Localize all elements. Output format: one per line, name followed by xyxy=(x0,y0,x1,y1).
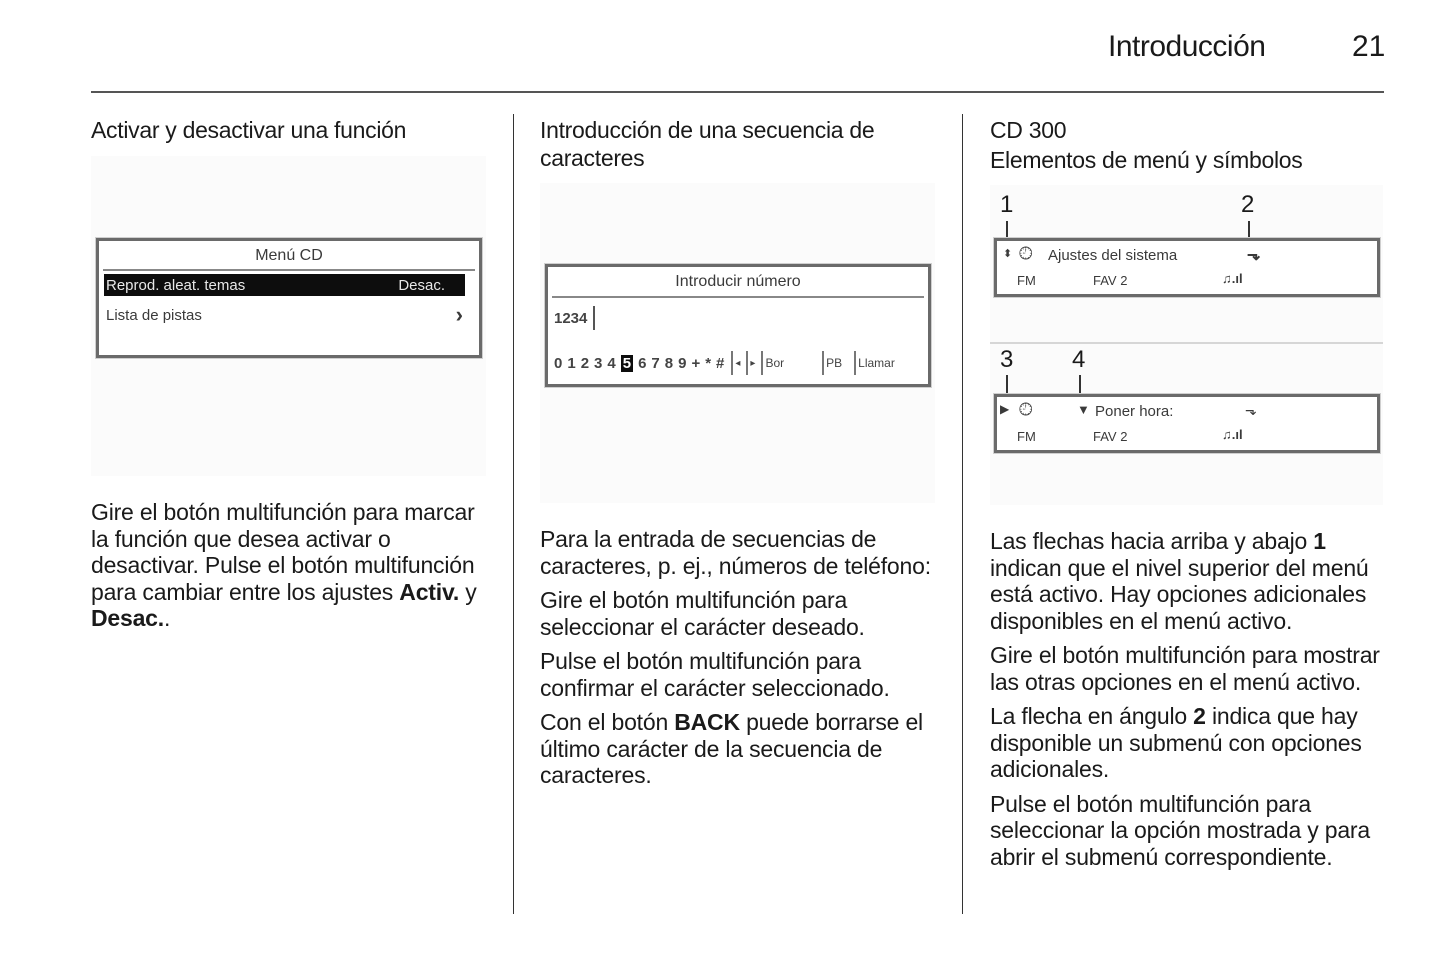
figure-divider xyxy=(990,342,1383,344)
menu-label: Poner hora: xyxy=(1095,403,1174,420)
menu-label: Ajustes del sistema xyxy=(1048,247,1178,264)
section-heading: Activar y desactivar una función xyxy=(91,117,407,143)
clock-icon: 🕘︎ xyxy=(1019,400,1033,419)
right-triangle-icon: ▶ xyxy=(1000,402,1010,416)
bold-term: 1 xyxy=(1313,528,1326,554)
column-divider xyxy=(513,114,514,914)
display-screen xyxy=(545,264,931,387)
figure-menu-symbols xyxy=(990,185,1383,505)
chevron-right-icon: › xyxy=(455,302,463,327)
music-signal-icon: ♫.ıl xyxy=(1222,427,1243,442)
page-number: 21 xyxy=(1352,30,1386,63)
text-caret xyxy=(593,306,595,330)
down-arrow-icon: ▼ xyxy=(1077,402,1090,417)
menu-row-value: Desac. xyxy=(398,277,445,294)
screen-title-divider xyxy=(103,269,475,271)
menu-row-selected[interactable] xyxy=(104,274,465,296)
call-button[interactable]: Llamar xyxy=(858,356,895,370)
column-divider xyxy=(962,114,963,914)
column-2 xyxy=(540,114,920,172)
menu-row[interactable] xyxy=(104,304,465,326)
key[interactable]: 4 xyxy=(607,354,616,372)
key[interactable]: # xyxy=(716,354,725,372)
paragraph: Para la entrada de secuencias de caracteres, p. ej., números de teléfono: xyxy=(540,526,931,579)
band-label: FM xyxy=(1017,429,1036,444)
band-label: FM xyxy=(1017,273,1036,288)
screen-title: Introducir número xyxy=(675,273,801,290)
paragraph: Las flechas hacia arriba y abajo 1 indican que el nivel superior del menú está activo. Hay opciones adicionales disponibles en el menú activo. xyxy=(990,528,1369,634)
entered-number[interactable]: 1234 xyxy=(554,310,588,327)
bold-term: Activ. xyxy=(399,578,460,605)
cursor-left-icon[interactable]: ◂ xyxy=(735,357,741,369)
separator xyxy=(761,351,763,375)
preset-label: FAV 2 xyxy=(1093,273,1128,288)
paragraph: Gire el botón multifunción para marcar la función que desea activar o desactivar. Pulse el botón multifunción para cambiar entre los ajustes Activ. y Desac.. xyxy=(91,499,477,631)
music-signal-icon: ♫.ıl xyxy=(1222,271,1243,286)
menu-row-label: Reprod. aleat. temas xyxy=(106,277,246,294)
figure-number-entry xyxy=(540,183,935,503)
key-selected[interactable]: 5 xyxy=(622,354,632,372)
section-heading: Introducción de una secuencia de caracteres xyxy=(540,117,875,171)
body-text xyxy=(91,499,491,640)
paragraph: La flecha en ángulo 2 indica que hay disponible un submenú con opciones adicionales. xyxy=(990,703,1362,782)
paragraph: Gire el botón multifunción para mostrar las otras opciones en el menú activo. xyxy=(990,642,1380,695)
up-down-arrow-icon: ⬍ xyxy=(1003,248,1013,260)
paragraph: Gire el botón multifunción para seleccionar el carácter deseado. xyxy=(540,587,865,640)
key[interactable]: 6 xyxy=(638,354,647,372)
callout-3: 3 xyxy=(1000,346,1014,373)
display-screen xyxy=(96,238,482,358)
key[interactable]: 9 xyxy=(678,354,687,372)
screen-title: Menú CD xyxy=(255,247,323,264)
body-text xyxy=(990,528,1390,878)
callout-1: 1 xyxy=(1000,191,1014,218)
bold-term: 2 xyxy=(1193,703,1206,729)
separator xyxy=(746,351,748,375)
bold-term: BACK xyxy=(674,709,740,735)
character-picker xyxy=(554,351,899,375)
preset-label: FAV 2 xyxy=(1093,429,1128,444)
section-heading: CD 300 xyxy=(990,117,1067,143)
key[interactable]: 0 xyxy=(554,354,563,372)
delete-button[interactable]: Bor xyxy=(765,356,785,370)
display-screen-top xyxy=(994,238,1380,297)
key[interactable]: 7 xyxy=(651,354,660,372)
key[interactable]: 8 xyxy=(664,354,674,372)
separator xyxy=(731,351,733,375)
key[interactable]: 2 xyxy=(580,354,590,372)
display-screen-bottom xyxy=(994,394,1380,453)
key[interactable]: + xyxy=(691,354,701,372)
key[interactable]: 1 xyxy=(567,354,576,372)
separator xyxy=(822,351,824,375)
figure-menu-cd xyxy=(91,156,486,476)
key[interactable]: 3 xyxy=(594,354,603,372)
paragraph: Pulse el botón multifunción para seleccionar la opción mostrada y para abrir el submenú correspondiente. xyxy=(990,790,1370,870)
separator xyxy=(854,351,856,375)
angle-arrow-icon: ⬎ xyxy=(1247,247,1261,264)
paragraph: Con el botón BACK puede borrarse el último carácter de la secuencia de caracteres. xyxy=(540,709,923,788)
screen-title-divider xyxy=(552,296,924,298)
paragraph: Pulse el botón multifunción para confirmar el carácter seleccionado. xyxy=(540,648,890,701)
menu-row-label: Lista de pistas xyxy=(106,307,202,324)
key[interactable]: * xyxy=(705,354,712,372)
section-subheading: Elementos de menú y símbolos xyxy=(990,147,1303,173)
callout-2: 2 xyxy=(1241,191,1255,218)
bold-term: Desac. xyxy=(91,605,164,631)
column-3 xyxy=(990,114,1390,174)
cursor-right-icon[interactable]: ▸ xyxy=(750,357,756,369)
column-1 xyxy=(91,114,491,144)
angle-arrow-icon: ⬎ xyxy=(1245,402,1257,418)
clock-icon: 🕘︎ xyxy=(1019,244,1033,263)
header-divider xyxy=(91,91,1384,93)
phonebook-button[interactable]: PB xyxy=(826,356,843,370)
body-text xyxy=(540,526,940,797)
callout-4: 4 xyxy=(1072,346,1086,373)
section-title: Introducción xyxy=(1108,30,1266,63)
